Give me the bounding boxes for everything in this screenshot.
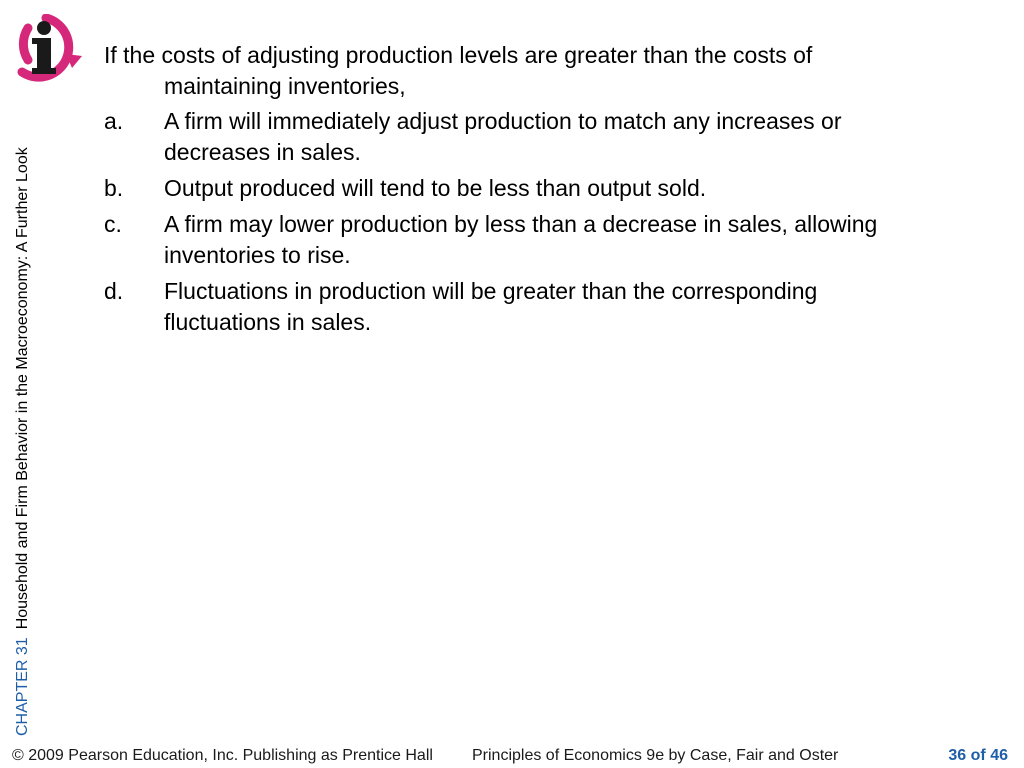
option-c — [104, 209, 924, 271]
option-a — [104, 106, 924, 168]
option-b — [104, 173, 924, 204]
option-text: Fluctuations in production will be greater than the corresponding fluctuations in sales. — [164, 278, 818, 335]
option-letter: b. — [104, 175, 124, 201]
question-stem: If the costs of adjusting production levels are greater than the costs of maintaining inventories, — [104, 42, 813, 99]
book-citation: Principles of Economics 9e by Case, Fair and Oster — [472, 747, 839, 764]
option-letter: a. — [104, 108, 124, 134]
question-content — [104, 40, 924, 343]
chapter-title: Household and Firm Behavior in the Macroeconomy: A Further Look — [14, 147, 31, 630]
copyright-notice: © 2009 Pearson Education, Inc. Publishing as Prentice Hall — [12, 747, 433, 764]
option-text: A firm may lower production by less than a decrease in sales, allowing inventories to rise. — [164, 211, 878, 268]
chapter-label: CHAPTER 31 — [14, 637, 31, 736]
option-letter: c. — [104, 211, 122, 237]
option-text: Output produced will tend to be less than output sold. — [164, 175, 707, 201]
option-text: A firm will immediately adjust production to match any increases or decreases in sales. — [164, 108, 842, 165]
page-number: 36 of 46 — [948, 747, 1008, 764]
option-letter: d. — [104, 278, 124, 304]
option-d — [104, 276, 924, 338]
chapter-sidebar — [10, 16, 36, 736]
slide-footer — [12, 744, 1012, 768]
